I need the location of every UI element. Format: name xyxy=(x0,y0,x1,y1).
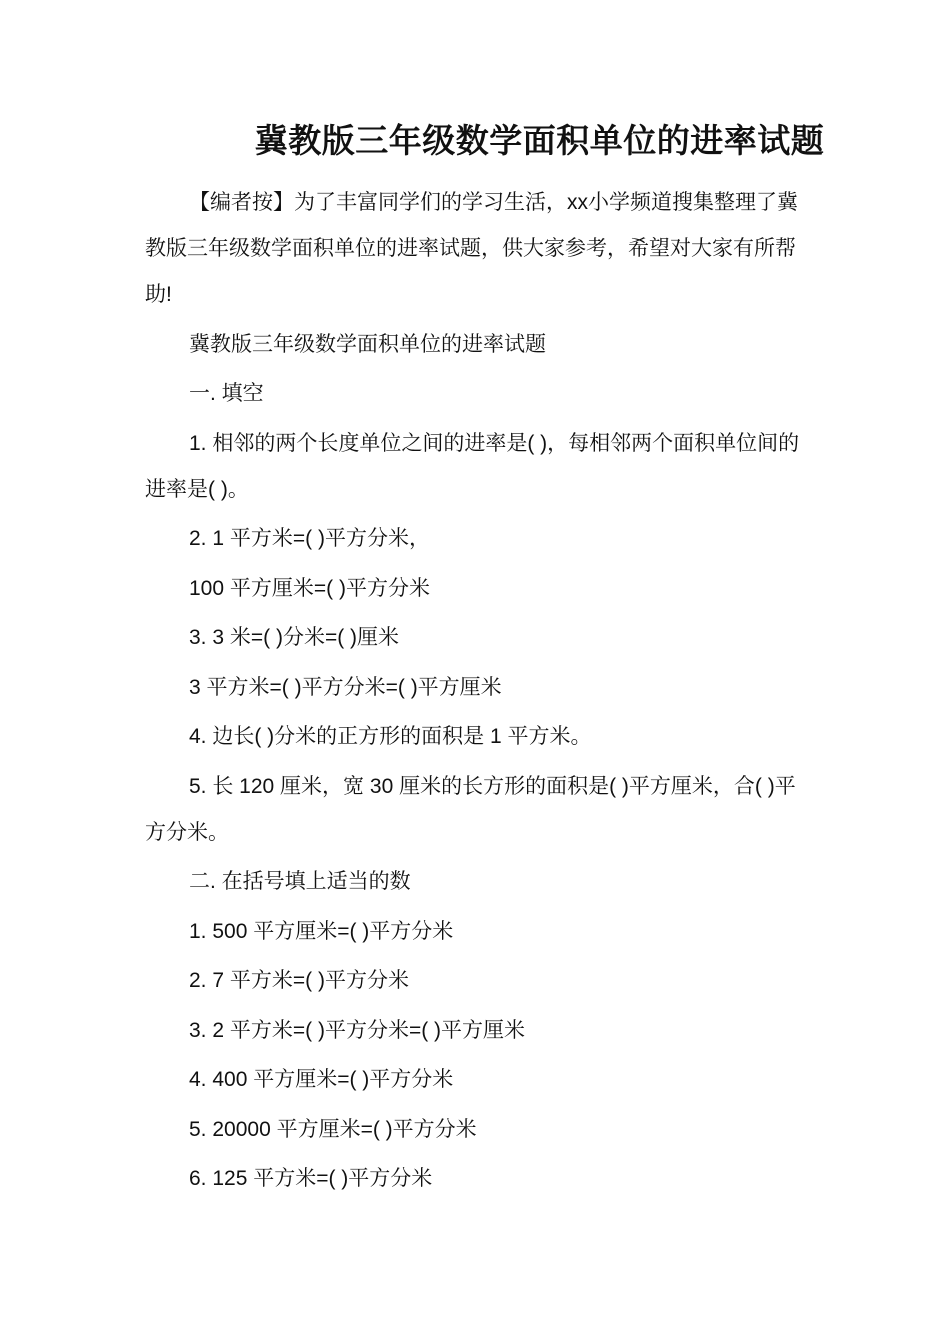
section-heading-fill-blank: 一. 填空 xyxy=(189,382,264,405)
question-paragraph: 3 平方米=( )平方分米=( )平方厘米 xyxy=(189,675,502,699)
question-paragraph: 2. 1 平方米=( )平方分米， xyxy=(189,527,430,550)
question-paragraph: 1. 相邻的两个长度单位之间的进率是( )，每相邻两个面积单位间的进率是( )。 xyxy=(145,431,800,501)
question-paragraph: 5. 20000 平方厘米=( )平方分米 xyxy=(189,1117,477,1141)
question-paragraph: 4. 边长( )分米的正方形的面积是 1 平方米。 xyxy=(189,725,592,748)
document-title: 冀教版三年级数学面积单位的进率试题 xyxy=(254,122,825,159)
subtitle-paragraph: 冀教版三年级数学面积单位的进率试题 xyxy=(189,332,546,356)
document-body xyxy=(145,180,810,1206)
editor-note-paragraph: 【编者按】为了丰富同学们的学习生活，xx小学频道搜集整理了冀教版三年级数学面积单位的进率试题，供大家参考，希望对大家有所帮助! xyxy=(145,191,798,306)
question-paragraph: 3. 3 米=( )分米=( )厘米 xyxy=(189,626,400,649)
question-paragraph: 2. 7 平方米=( )平方分米 xyxy=(189,969,409,992)
section-heading-fill-numbers: 二. 在括号填上适当的数 xyxy=(189,870,411,893)
question-paragraph: 1. 500 平方厘米=( )平方分米 xyxy=(189,919,454,943)
question-paragraph: 4. 400 平方厘米=( )平方分米 xyxy=(189,1068,454,1091)
question-paragraph: 100 平方厘米=( )平方分米 xyxy=(189,576,430,600)
question-paragraph: 3. 2 平方米=( )平方分米=( )平方厘米 xyxy=(189,1018,526,1042)
question-paragraph: 5. 长 120 厘米，宽 30 厘米的长方形的面积是( )平方厘米，合( )平方分米。 xyxy=(145,774,796,844)
question-paragraph: 6. 125 平方米=( )平方分米 xyxy=(189,1167,433,1190)
